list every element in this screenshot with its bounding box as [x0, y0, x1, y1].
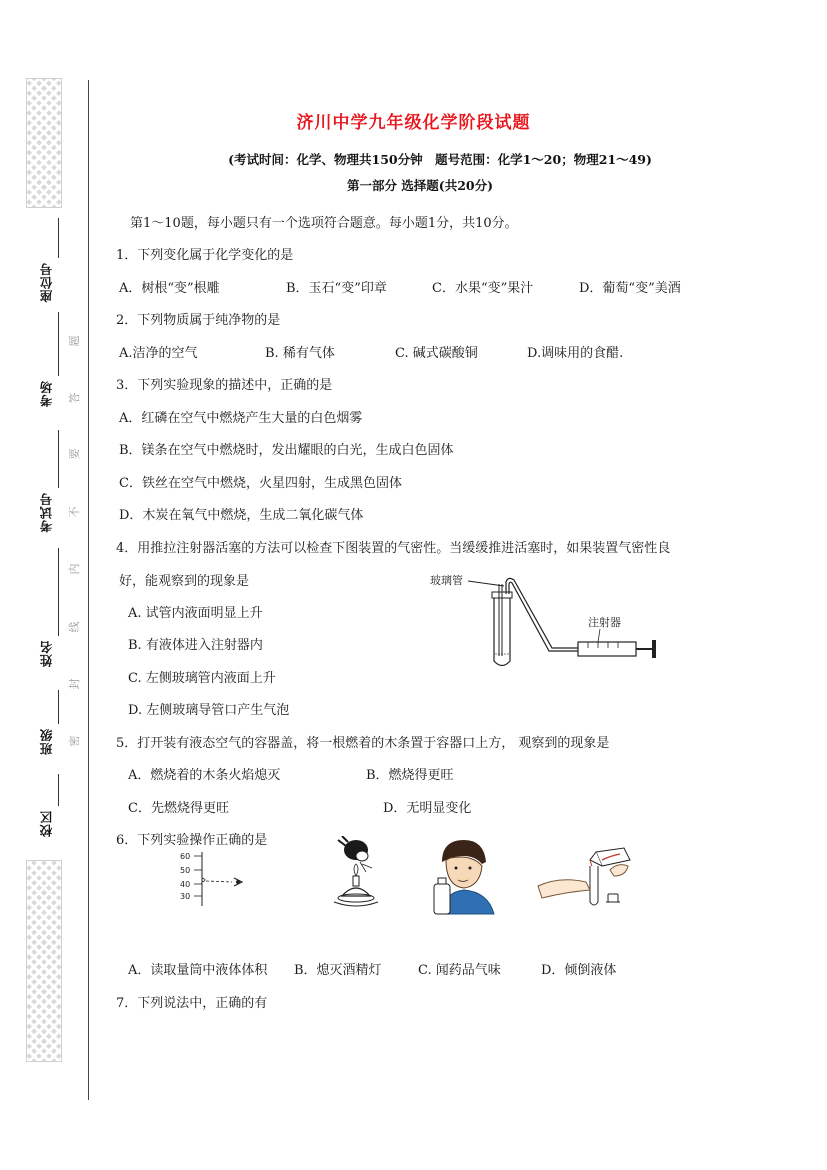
- question-1-option-c: C．水果“变”果汁: [432, 281, 534, 296]
- question-4-option-c: C. 左侧玻璃管内液面上升: [128, 671, 276, 686]
- campus-blank: [58, 774, 59, 806]
- question-5-option-b: B．燃烧得更旺: [366, 768, 454, 783]
- exam-number-label: 考试号: [39, 492, 54, 533]
- question-6-option-c: C. 闻药品气味: [418, 963, 501, 978]
- question-2-option-c: C. 碱式碳酸铜: [395, 346, 478, 361]
- syringe-label: 注射器: [588, 616, 621, 629]
- cylinder-tick-30: 30: [180, 892, 191, 901]
- question-1-stem: 1．下列变化属于化学变化的是: [116, 248, 294, 263]
- warning-char: 要: [68, 448, 81, 460]
- question-2-option-b: B. 稀有气体: [265, 346, 335, 361]
- question-3-option-a: A．红磷在空气中燃烧产生大量的白色烟雾: [119, 411, 363, 426]
- airtightness-apparatus-figure: [428, 566, 668, 676]
- warning-char: 内: [68, 563, 81, 575]
- section-heading: 第一部分 选择题(共20分): [346, 178, 494, 193]
- question-1-option-b: B．玉石“变”印章: [286, 281, 387, 296]
- exam-room-label: 考场: [39, 380, 54, 407]
- warning-char: 答: [68, 392, 81, 404]
- question-1-option-d: D．葡萄“变”美酒: [579, 281, 681, 296]
- graduated-cylinder-figure: [176, 848, 256, 910]
- class-blank: [58, 690, 59, 724]
- question-6-option-a: A．读取量筒中液体体积: [128, 963, 268, 978]
- exam-subtitle: (考试时间：化学、物理共150分钟 题号范围：化学1～20；物理21～49): [228, 152, 652, 167]
- class-label: 班级: [39, 728, 54, 755]
- question-5-option-c: C．先燃烧得更旺: [128, 801, 229, 816]
- cylinder-tick-60: 60: [180, 852, 191, 861]
- question-6-option-b: B．熄灭酒精灯: [294, 963, 382, 978]
- question-2-option-a: A.洁净的空气: [119, 346, 198, 361]
- question-4-option-a: A. 试管内液面明显上升: [128, 606, 263, 621]
- question-4-option-b: B. 有液体进入注射器内: [128, 638, 263, 653]
- cylinder-tick-50: 50: [180, 866, 191, 875]
- question-1-option-a: A．树根“变”根雕: [119, 281, 220, 296]
- alcohol-lamp-figure: [322, 836, 392, 916]
- question-2-stem: 2．下列物质属于纯净物的是: [116, 313, 281, 328]
- pouring-liquid-figure: [536, 846, 636, 908]
- warning-char: 密: [68, 735, 81, 747]
- question-4-option-d: D. 左侧玻璃导管口产生气泡: [128, 703, 290, 718]
- question-3-stem: 3．下列实验现象的描述中，正确的是: [116, 378, 333, 393]
- warning-char: 不: [68, 506, 81, 518]
- question-5-option-d: D．无明显变化: [383, 801, 472, 816]
- name-blank: [58, 548, 59, 636]
- question-6-option-d: D．倾倒液体: [541, 963, 617, 978]
- question-3-option-c: C．铁丝在空气中燃烧，火星四射，生成黑色固体: [119, 476, 402, 491]
- cylinder-tick-40: 40: [180, 880, 191, 889]
- warning-char: 封: [68, 678, 81, 690]
- name-label: 姓名: [39, 640, 54, 667]
- question-5-option-a: A．燃烧着的木条火焰熄灭: [128, 768, 281, 783]
- campus-label: 校区: [39, 810, 54, 837]
- question-3-option-d: D．木炭在氧气中燃烧，生成二氧化碳气体: [119, 508, 364, 523]
- binding-pattern-bottom: [26, 860, 62, 1062]
- question-5-stem: 5．打开装有液态空气的容器盖，将一根燃着的木条置于容器口上方， 观察到的现象是: [116, 736, 610, 751]
- question-2-option-d: D.调味用的食醋.: [527, 346, 624, 361]
- glass-tube-label: 玻璃管: [430, 574, 463, 587]
- question-3-option-b: B．镁条在空气中燃烧时，发出耀眼的白光，生成白色固体: [119, 443, 454, 458]
- warning-char: 题: [68, 335, 81, 347]
- question-4-stem-line1: 4．用推拉注射器活塞的方法可以检查下图装置的气密性。当缓缓推进活塞时，如果装置气密性良: [116, 541, 671, 556]
- binding-pattern-top: [26, 78, 62, 208]
- seat-number-blank: [58, 218, 59, 258]
- binding-divider-line: [88, 80, 89, 1100]
- exam-room-blank: [58, 312, 59, 376]
- seat-number-label: 座位号: [39, 262, 54, 303]
- question-4-stem-line2: 好，能观察到的现象是: [119, 574, 250, 589]
- question-7-stem: 7．下列说法中，正确的有: [116, 996, 268, 1011]
- smelling-reagent-figure: [428, 836, 504, 916]
- warning-char: 线: [68, 621, 81, 633]
- question-6-stem: 6．下列实验操作正确的是: [116, 833, 268, 848]
- exam-title: 济川中学九年级化学阶段试题: [296, 113, 531, 133]
- exam-number-blank: [58, 430, 59, 488]
- instructions: 第1～10题，每小题只有一个选项符合题意。每小题1分，共10分。: [130, 216, 518, 231]
